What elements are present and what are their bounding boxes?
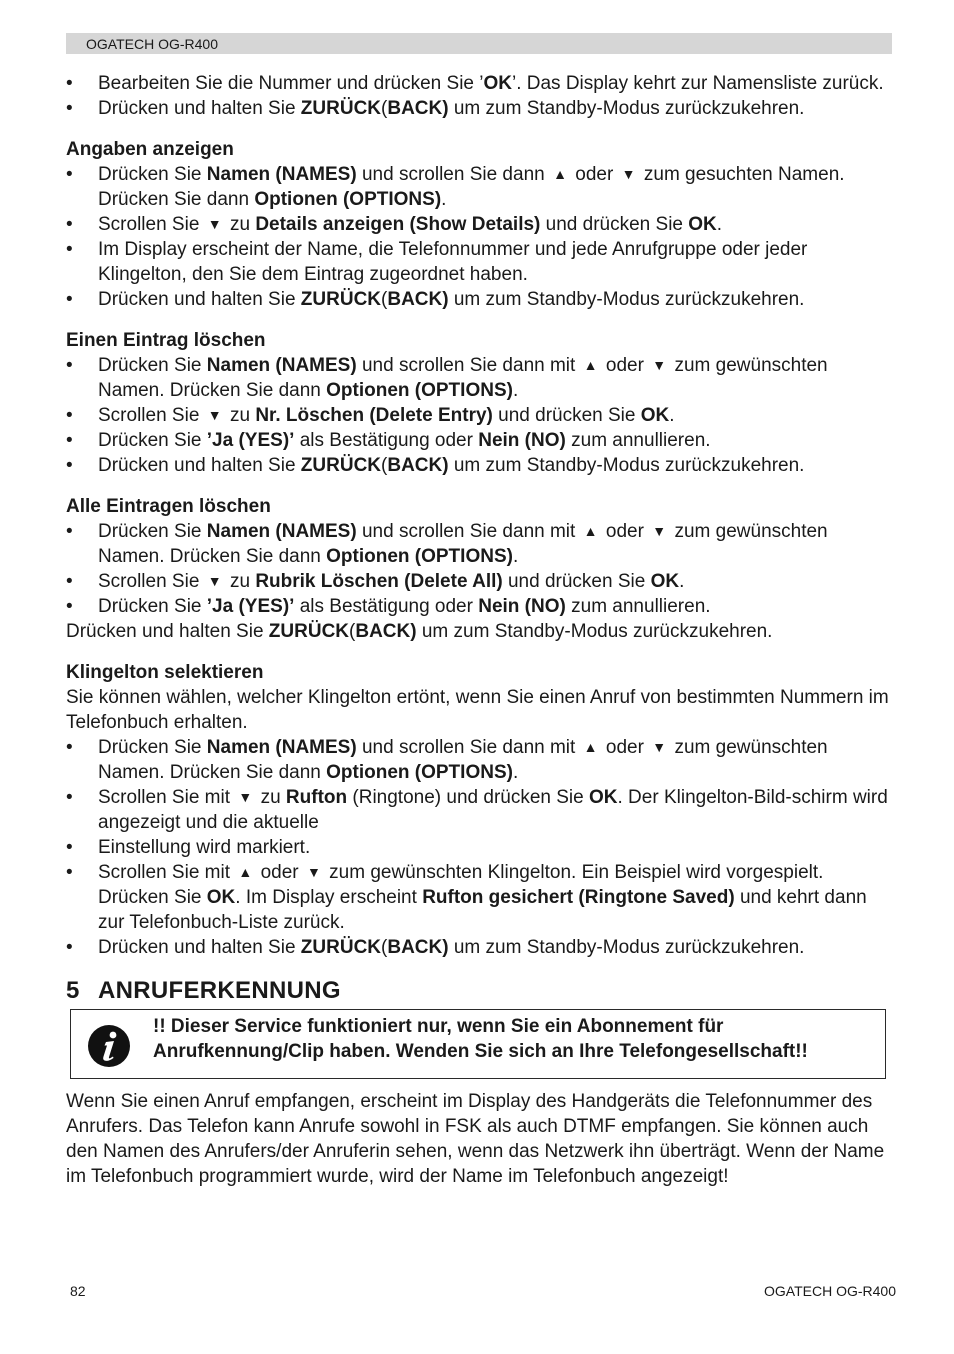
section-list: [66, 353, 892, 478]
down-arrow-icon: ▼: [207, 573, 222, 589]
list-item: • Drücken Sie ’Ja (YES)’ als Bestätigung oder Nein (NO) zum annullieren.: [66, 428, 892, 453]
page-number: 82: [70, 1283, 86, 1299]
list-item: • Drücken und halten Sie ZURÜCK(BACK) um zum Standby-Modus zurückzukehren.: [66, 935, 892, 960]
notice-text: !! Dieser Service funktioniert nur, wenn Sie ein Abonnement für Anrufkennung/Clip haben. Wenden Sie sich an Ihre Telefongesellschaft!!: [153, 1016, 808, 1062]
list-item: • Drücken Sie Namen (NAMES) und scrollen Sie dann mit ▲ oder ▼ zum gewünschten Namen. Drücken Sie dann Optionen (OPTIONS).: [66, 735, 892, 785]
list-item: • Scrollen Sie ▼ zu Rubrik Löschen (Delete All) und drücken Sie OK.: [66, 569, 892, 594]
paragraph: Drücken und halten Sie ZURÜCK(BACK) um zum Standby-Modus zurückzukehren.: [66, 621, 773, 642]
info-icon: [87, 1024, 131, 1068]
chapter-title: ANRUFERKENNUNG: [98, 977, 341, 1004]
down-arrow-icon: ▼: [238, 789, 253, 805]
section-list: [66, 735, 892, 960]
down-arrow-icon: ▼: [652, 357, 667, 373]
section-list: [66, 162, 892, 312]
list-item: • Einstellung wird markiert.: [66, 835, 892, 860]
list-item: • Scrollen Sie mit ▼ zu Rufton (Ringtone) und drücken Sie OK. Der Klingelton-Bild-schirm wird angezeigt und die aktuelle: [66, 785, 892, 835]
paragraph: Wenn Sie einen Anruf empfangen, erscheint im Display des Handgeräts die Telefonnummer des Anrufers. Das Telefon kann Anrufe sowohl in FSK als auch DTMF empfangen. Sie können auch den Namen des Anrufers/der Anruferin sehen, wenn das Netzwerk ihn überträgt. Wenn der Name im Telefonbuch programmiert wurde, wird der Name im Telefonbuch angezeigt!: [66, 1091, 885, 1187]
up-arrow-icon: ▲: [583, 739, 598, 755]
list-item: • Im Display erscheint der Name, die Telefonnummer und jede Anrufgruppe oder jeder Klingelton, den Sie dem Eintrag zugeordnet haben.: [66, 237, 892, 287]
up-arrow-icon: ▲: [238, 864, 253, 880]
header-bar: [66, 33, 892, 54]
notice-box: [70, 1009, 886, 1079]
chapter-number: 5: [66, 977, 80, 1004]
list-item: • Drücken Sie Namen (NAMES) und scrollen Sie dann mit ▲ oder ▼ zum gewünschten Namen. Drücken Sie dann Optionen (OPTIONS).: [66, 519, 892, 569]
list-item: • Scrollen Sie ▼ zu Nr. Löschen (Delete Entry) und drücken Sie OK.: [66, 403, 892, 428]
footer-brand: OGATECH OG-R400: [764, 1283, 896, 1299]
up-arrow-icon: ▲: [583, 357, 598, 373]
down-arrow-icon: ▼: [652, 739, 667, 755]
list-item: • Drücken und halten Sie ZURÜCK(BACK) um zum Standby-Modus zurückzukehren.: [66, 287, 892, 312]
down-arrow-icon: ▼: [621, 166, 636, 182]
list-item: • Drücken und halten Sie ZURÜCK(BACK) um zum Standby-Modus zurückzukehren.: [66, 453, 892, 478]
intro-list: [66, 71, 892, 121]
section-title: Klingelton selektieren: [66, 662, 264, 683]
header-title: OGATECH OG-R400: [86, 36, 218, 52]
list-item: • Scrollen Sie mit ▲ oder ▼ zum gewünschten Klingelton. Ein Beispiel wird vorgespielt. Drücken Sie OK. Im Display erscheint Rufton gesichert (Ringtone Saved) und kehrt dann zur Telefonbuch-Liste zurück.: [66, 860, 892, 935]
down-arrow-icon: ▼: [306, 864, 321, 880]
down-arrow-icon: ▼: [207, 407, 222, 423]
down-arrow-icon: ▼: [207, 216, 222, 232]
section-title: Einen Eintrag löschen: [66, 330, 266, 351]
list-item: • Drücken Sie Namen (NAMES) und scrollen Sie dann ▲ oder ▼ zum gesuchten Namen. Drücken Sie dann Optionen (OPTIONS).: [66, 162, 892, 212]
chapter-heading: [66, 978, 892, 1003]
paragraph: Sie können wählen, welcher Klingelton ertönt, wenn Sie einen Anruf von bestimmten Nummern im Telefonbuch erhalten.: [66, 687, 889, 733]
down-arrow-icon: ▼: [652, 523, 667, 539]
section-list: [66, 519, 892, 619]
list-item: • Drücken Sie ’Ja (YES)’ als Bestätigung oder Nein (NO) zum annullieren.: [66, 594, 892, 619]
up-arrow-icon: ▲: [553, 166, 567, 182]
up-arrow-icon: ▲: [583, 523, 598, 539]
list-item: • Drücken Sie Namen (NAMES) und scrollen Sie dann mit ▲ oder ▼ zum gewünschten Namen. Drücken Sie dann Optionen (OPTIONS).: [66, 353, 892, 403]
section-title: Alle Eintragen löschen: [66, 496, 271, 517]
section-title: Angaben anzeigen: [66, 139, 234, 160]
list-item: • Drücken und halten Sie ZURÜCK(BACK) um zum Standby-Modus zurückzukehren.: [66, 96, 892, 121]
page-content: [66, 71, 892, 1189]
list-item: • Bearbeiten Sie die Nummer und drücken Sie ’OK’. Das Display kehrt zur Namensliste zurück.: [66, 71, 892, 96]
list-item: • Scrollen Sie ▼ zu Details anzeigen (Show Details) und drücken Sie OK.: [66, 212, 892, 237]
